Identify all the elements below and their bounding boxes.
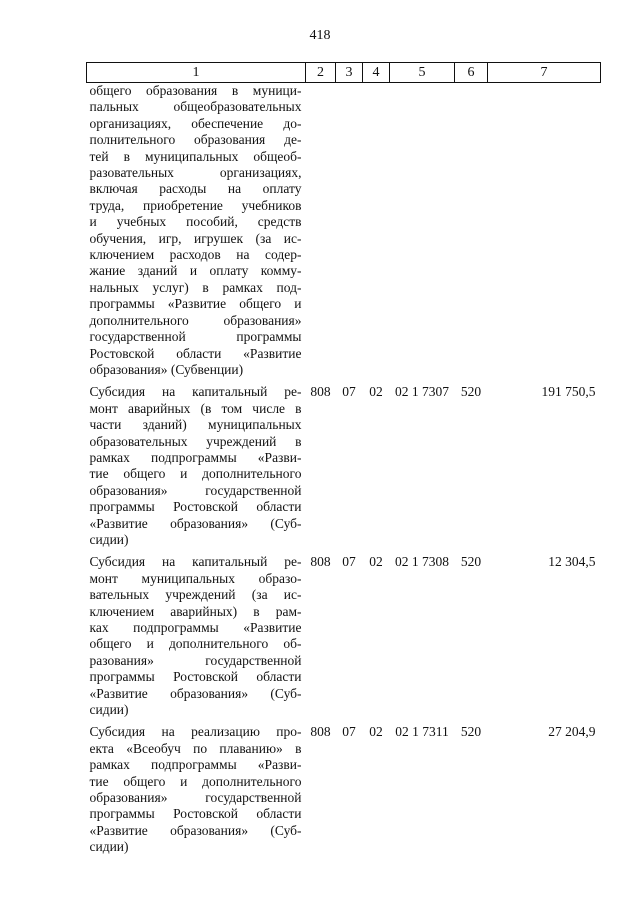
header-col-7: 7 [488, 63, 601, 83]
header-col-1: 1 [87, 63, 306, 83]
description-line: тие общего и дополнительного [89, 773, 302, 789]
table-row [87, 548, 601, 718]
table-row [87, 718, 601, 855]
row-amount: 12 304,5 [548, 554, 596, 570]
description-line: государственной программы [89, 329, 302, 345]
row-section-code [336, 83, 363, 379]
description-line: Ростовской области «Развитие [89, 345, 302, 361]
row-expense-type [455, 83, 488, 379]
row-subsection-code: 02 [369, 384, 383, 400]
row-subsection-code [363, 83, 390, 379]
row-ministry-code: 808 [310, 384, 331, 400]
description-line: тей в муниципальных общеоб- [89, 148, 302, 164]
row-ministry-code: 808 [310, 554, 331, 570]
row-subsection-code: 02 [369, 554, 383, 570]
description-line: разования» государственной [89, 652, 302, 668]
description-line: программы Ростовской области [89, 806, 302, 822]
row-section-code: 07 [342, 384, 356, 400]
description-line: разовательных организациях, [89, 165, 302, 181]
description-line: части зданий) муниципальных [89, 417, 302, 433]
table-row [87, 378, 601, 548]
description-line: Субсидия на капитальный ре- [89, 554, 302, 570]
header-col-4: 4 [363, 63, 390, 83]
description-line: «Развитие образования» (Суб- [89, 515, 302, 531]
description-line: общего и дополнительного об- [89, 636, 302, 652]
row-target-article [390, 83, 455, 379]
row-ministry-code [306, 83, 336, 379]
description-line: организациях, обеспечение до- [89, 115, 302, 131]
description-line: образовательных учреждений в [89, 433, 302, 449]
budget-table [86, 62, 601, 856]
description-line: «Развитие образования» (Суб- [89, 685, 302, 701]
table-header [87, 63, 601, 83]
description-line: программы Ростовской области [89, 669, 302, 685]
row-expense-type: 520 [460, 384, 482, 400]
description-line: рамках подпрограммы «Разви- [89, 449, 302, 465]
table-body [87, 83, 601, 856]
description-line: общего образования в муници- [89, 83, 302, 98]
row-description [87, 83, 306, 379]
row-ministry-code: 808 [310, 724, 331, 740]
row-target-article: 02 1 7307 [395, 384, 449, 400]
description-line: пальных общеобразовательных [89, 99, 302, 115]
description-line: Субсидия на реализацию про- [89, 724, 302, 740]
row-section-code: 07 [342, 554, 356, 570]
description-line: и учебных пособий, средств [89, 214, 302, 230]
row-subsection-code: 02 [369, 724, 383, 740]
description-line: вательных учреждений (за ис- [89, 587, 302, 603]
page-number: 418 [309, 28, 331, 43]
description-line: ключением расходов на содер- [89, 247, 302, 263]
row-target-article: 02 1 7308 [395, 554, 449, 570]
description-line: сидии) [89, 702, 129, 718]
description-line: монт аварийных (в том числе в [89, 400, 302, 416]
header-col-6: 6 [455, 63, 488, 83]
description-line: «Развитие образования» (Суб- [89, 822, 302, 838]
description-line: ках подпрограммы «Развитие [89, 620, 302, 635]
row-description [87, 718, 306, 855]
description-line: образования» государственной [89, 482, 302, 498]
header-col-2: 2 [306, 63, 336, 83]
row-target-article: 02 1 7311 [395, 724, 449, 740]
description-line: сидии) [89, 839, 129, 855]
description-line: жание зданий и оплату комму- [89, 263, 302, 279]
description-line: сидии) [89, 531, 129, 547]
description-line: включая расходы на оплату [89, 181, 302, 197]
row-description [87, 378, 306, 548]
description-line: программы «Развитие общего и [89, 296, 302, 312]
row-expense-type: 520 [460, 554, 482, 570]
description-line: образования» государственной [89, 790, 302, 806]
row-expense-type: 520 [460, 724, 482, 740]
row-amount [488, 83, 601, 379]
description-line: монт муниципальных образо- [89, 570, 302, 586]
header-row [87, 63, 601, 83]
description-line: образования» (Субвенции) [89, 361, 244, 377]
header-col-5: 5 [390, 63, 455, 83]
description-line: тие общего и дополнительного [89, 466, 302, 482]
description-line: труда, приобретение учебников [89, 197, 302, 213]
description-line: полнительного образования де- [89, 132, 302, 148]
header-col-3: 3 [336, 63, 363, 83]
description-line: дополнительного образования» [89, 312, 302, 328]
row-section-code: 07 [342, 724, 356, 740]
row-amount: 191 750,5 [541, 384, 596, 400]
description-line: обучения, игр, игрушек (за ис- [89, 230, 302, 246]
row-description [87, 548, 306, 718]
description-line: ключением аварийных) в рам- [89, 603, 302, 619]
description-line: екта «Всеобуч по плаванию» в [89, 740, 302, 756]
description-line: рамках подпрограммы «Разви- [89, 757, 302, 773]
table-row [87, 83, 601, 379]
description-line: Субсидия на капитальный ре- [89, 384, 302, 400]
row-amount: 27 204,9 [548, 724, 596, 740]
description-line: программы Ростовской области [89, 499, 302, 515]
description-line: нальных услуг) в рамках под- [89, 279, 302, 295]
